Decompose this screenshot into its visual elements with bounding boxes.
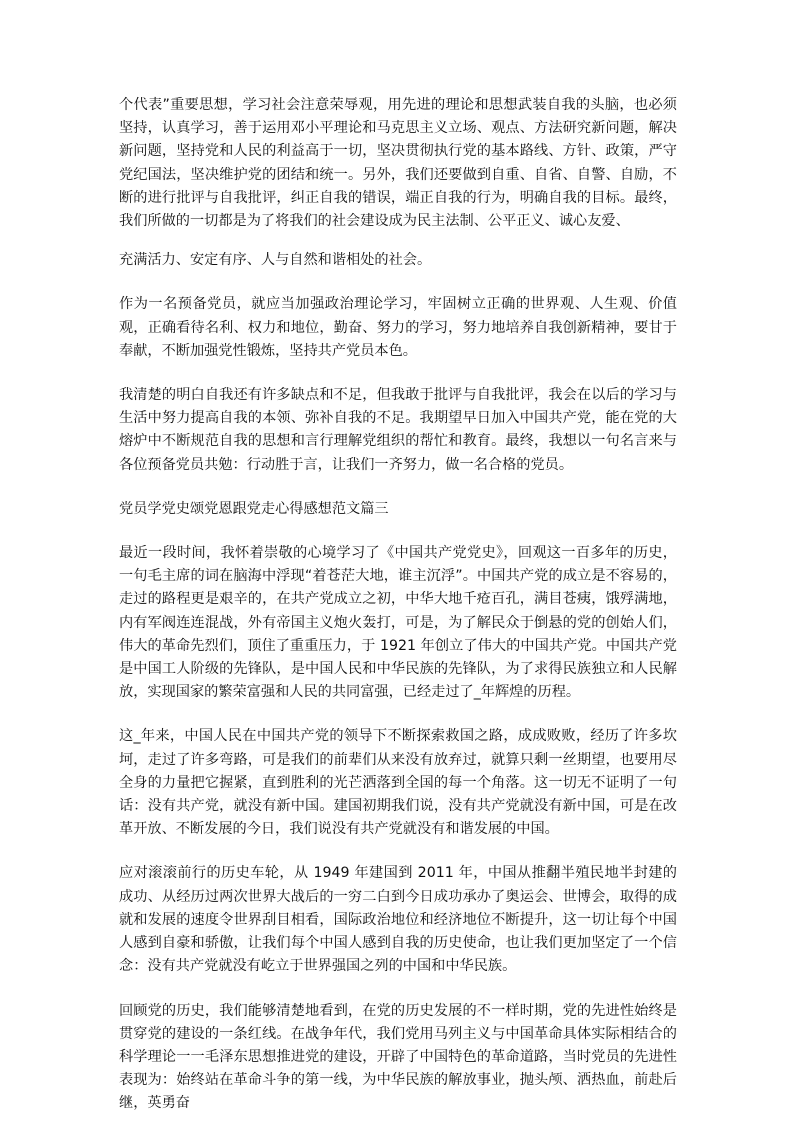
paragraph: 作为一名预备党员，就应当加强政治理论学习，牢固树立正确的世界观、人生观、价值观，正确看待名利、权力和地位，勤奋、努力的学习，努力地培养自我创新精神，要甘于奉献，不断加强党性锻炼，坚持共产党员本色。 [119,296,677,359]
document-body [119,94,677,1137]
paragraph: 充满活力、安定有序、人与自然和谐相处的社会。 [119,252,432,269]
paragraph: 回顾党的历史，我们能够清楚地看到，在党的历史发展的不一样时期，党的先进性始终是贯穿党的建设的一条红线。在战争年代，我们党用马列主义与中国革命具体实际相结合的科学理论一一毛泽东思想推进党的建设，开辟了中国特色的革命道路，当时党员的先进性表现为：始终站在革命斗争的第一线，为中华民族的解放事业，抛头颅、洒热血，前赴后继，英勇奋 [119,1002,677,1112]
paragraph: 这_年来，中国人民在中国共产党的领导下不断探索救国之路，成成败败，经历了许多坎坷，走过了许多弯路，可是我们的前辈们从来没有放弃过，就算只剩一丝期望，也要用尽全身的力量把它握紧，直到胜利的光芒洒落到全国的每一个角落。这一切无不证明了一句话：没有共产党，就没有新中国。建国初期我们说，没有共产党就没有新中国，可是在改革开放、不断发展的今日，我们说没有共产党就没有和谐发展的中国。 [119,728,677,838]
paragraph: 应对滚滚前行的历史车轮，从 1949 年建国到 2011 年，中国从推翻半殖民地半封建的成功、从经历过两次世界大战后的一穷二白到今日成功承办了奥运会、世博会，取得的成就和发展的速度令世界刮目相看，国际政治地位和经济地位不断提升，这一切让每个中国人感到自豪和骄傲，让我们每个中国人感到自我的历史使命，也让我们更加坚定了一个信念：没有共产党就没有屹立于世界强国之列的中国和中华民族。 [119,865,677,975]
paragraph: 我清楚的明白自我还有许多缺点和不足，但我敢于批评与自我批评，我会在以后的学习与生活中努力提高自我的本领、弥补自我的不足。我期望早日加入中国共产党，能在党的大熔炉中不断规范自我的思想和言行理解党组织的帮忙和教育。最终，我想以一句名言来与各位预备党员共勉：行动胜于言，让我们一齐努力，做一名合格的党员。 [119,387,677,473]
section-title: 党员学党史颂党恩跟党走心得感想范文篇三 [119,500,389,517]
paragraph: 个代表”重要思想，学习社会注意荣辱观，用先进的理论和思想武装自我的头脑，也必须坚持，认真学习，善于运用邓小平理论和马克思主义立场、观点、方法研究新问题，解决新问题，坚持党和人民的利益高于一切，坚决贯彻执行党的基本路线、方针、政策，严守党纪国法，坚决维护党的团结和统一。另外，我们还要做到自重、自省、自警、自励，不断的进行批评与自我批评，纠正自我的错误，端正自我的行为，明确自我的目标。最终，我们所做的一切都是为了将我们的社会建设成为民主法制、公平正义、诚心友爱、 [119,97,677,230]
paragraph: 最近一段时间，我怀着崇敬的心境学习了《中国共产党党史》，回观这一百多年的历史，一句毛主席的词在脑海中浮现“着苍茫大地，谁主沉浮”。中国共产党的成立是不容易的，走过的路程更是艰辛的，在共产党成立之初，中华大地千疮百孔，满目苍痍，饿殍满地，内有军阀连连混战，外有帝国主义炮火轰打，可是，为了解民众于倒悬的党的创始人们，伟大的革命先烈们，顶住了重重压力，于 1921 年创立了伟大的中国共产党。中国共产党是中国工人阶级的先锋队，是中国人民和中华民族的先锋队，为了求得民族独立和人民解放，实现国家的繁荣富强和人民的共同富强，已经走过了_年辉煌的历程。 [119,545,677,701]
